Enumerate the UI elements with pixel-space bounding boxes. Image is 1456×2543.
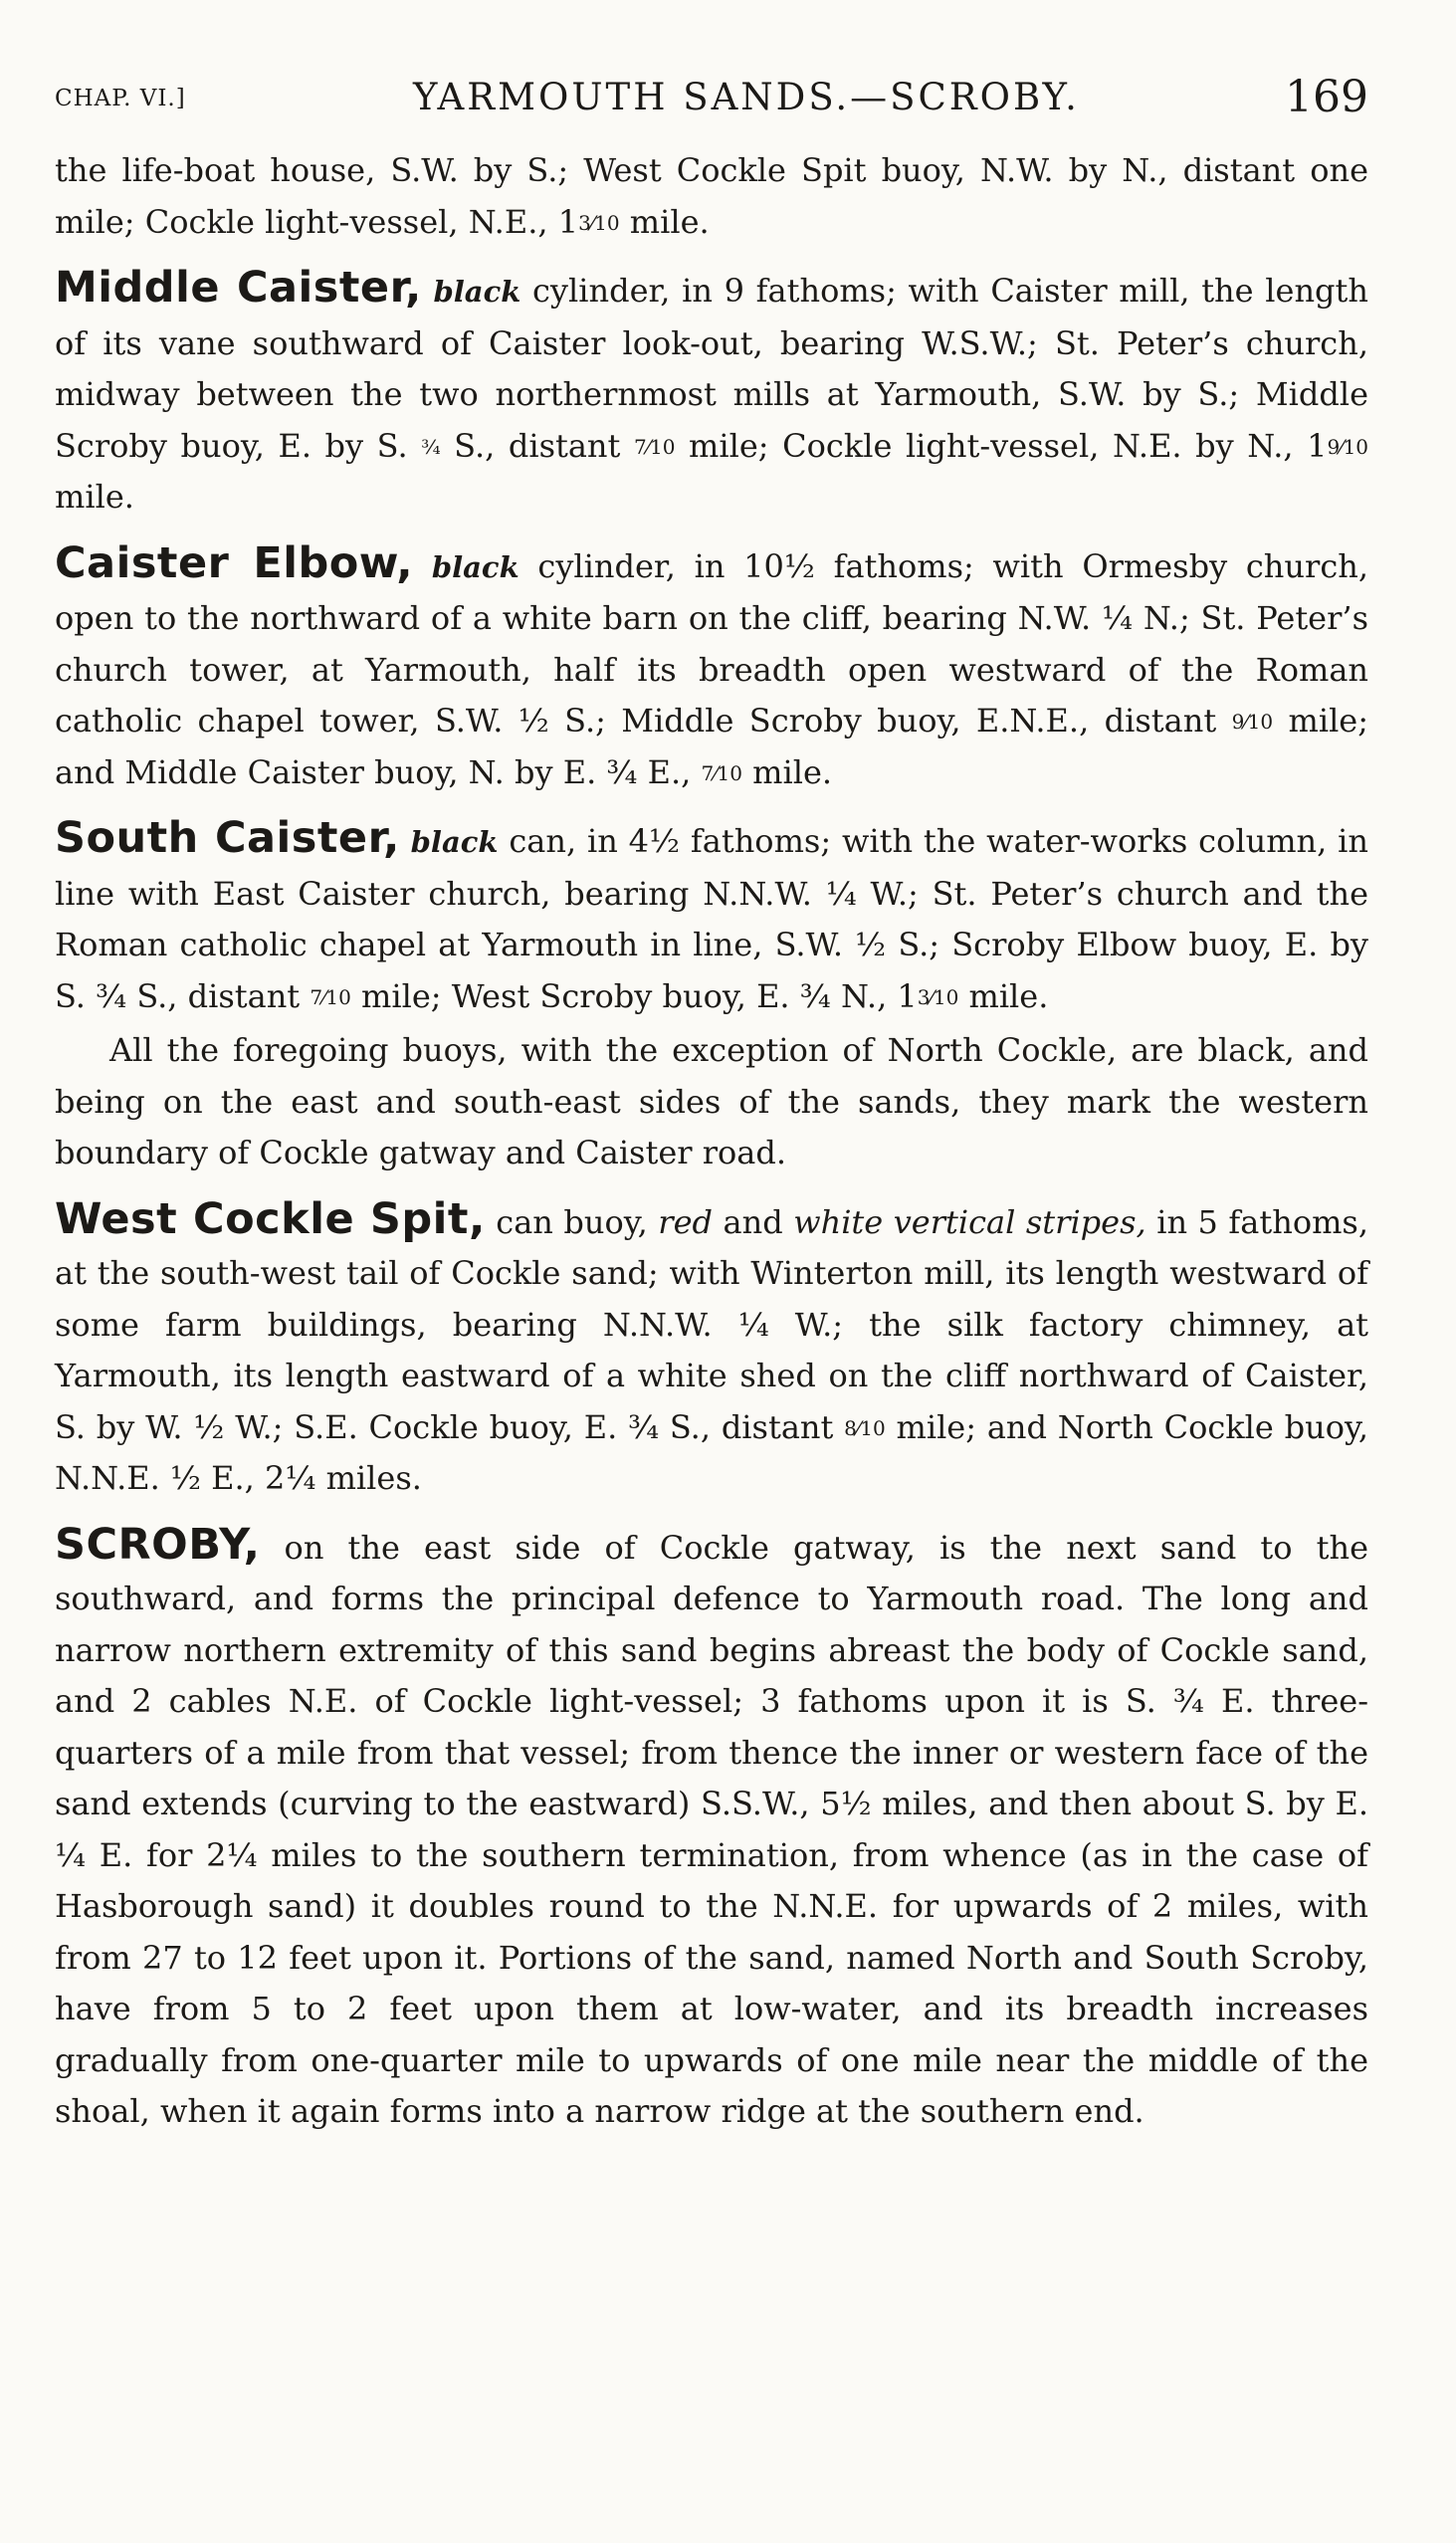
fraction: ¾	[1172, 1682, 1204, 1720]
fraction: ¾	[96, 976, 127, 1015]
page-number: 169	[1285, 72, 1368, 122]
paragraph-scroby: SCROBY, on the east side of Cockle gatway, is the next sand to the southward, and forms the principal defence to Yarmouth road. The long and narrow northern extremity of this sand begins abreast the body of Cockle sand, and 2 cables N.E. of Cockle light-vessel; 3 fathoms upon it is S. ¾ E. three-quarters of a mile from that vessel; from thence the inner or western face of the sand extends (curving to the eastward) S.S.W., 5½ miles, and then about S. by E. ¼ E. for 2¼ miles to the southern termination, from whence (as in the case of Hasborough sand) it doubles round to the N.N.E. for upwards of 2 miles, with from 27 to 12 feet upon it. Portions of the sand, named North and South Scroby, have from 5 to 2 feet upon them at low-water, and its breadth increases gradually from one-quarter mile to upwards of one mile near the middle of the shoal, when it again forms into a narrow ridge at the southern end.	[55, 1519, 1369, 2130]
fraction: ¾	[606, 752, 638, 791]
fraction: ¼	[285, 1459, 316, 1497]
entry-heading: Caister Elbow,	[55, 537, 414, 588]
chapter-label: CHAP. VI.]	[55, 86, 186, 111]
fraction: ¾	[628, 1407, 660, 1446]
paragraph-middle-caister: Middle Caister, black cylinder, in 9 fathoms; with Caister mill, the length of its vane southward of Caister look-out, bearing W.S.W.; St. Peter’s church, midway between the two northernmost mills at Yarmouth, S.W. by S.; Middle Scroby buoy, E. by S. ¾ S., distant 7⁄10 mile; Cockle light-vessel, N.E. by N., 19⁄10 mile.	[55, 263, 1369, 516]
buoy-colour: black	[433, 275, 521, 309]
paragraph-foregoing: All the foregoing buoys, with the exception of North Cockle, are black, and being on the east and south-east sides of the sands, they mark the western boundary of Cockle gatway and Caister road.	[55, 1031, 1368, 1171]
paragraph-caister-elbow: Caister Elbow, black cylinder, in 10½ fathoms; with Ormesby church, open to the northward of a white barn on the cliff, bearing N.W. ¼ N.; St. Peter’s church tower, at Yarmouth, half its breadth open westward of the Roman catholic chapel tower, S.W. ½ S.; Middle Scroby buoy, E.N.E., distant 9⁄10 mile; and Middle Caister buoy, N. by E. ¾ E., 7⁄10 mile.	[55, 537, 1369, 791]
fraction: ¼	[226, 1835, 258, 1874]
fraction: 7⁄10	[701, 760, 742, 785]
fraction: 3⁄10	[578, 210, 620, 235]
fraction: ¼	[55, 1835, 87, 1874]
entry-heading: Middle Caister,	[55, 263, 422, 313]
fraction: ½	[783, 546, 815, 585]
buoy-colour: black	[431, 549, 520, 584]
fraction: 9⁄10	[1327, 434, 1369, 459]
running-head	[55, 72, 1368, 131]
buoy-pattern: white vertical stripes,	[793, 1202, 1146, 1241]
fraction: 7⁄10	[633, 434, 676, 459]
entry-heading: West Cockle Spit,	[55, 1193, 486, 1244]
fraction: ¼	[825, 874, 857, 913]
fraction: ½	[169, 1459, 201, 1497]
paragraph-south-caister: South Caister, black can, in 4½ fathoms; with the water-works column, in line with East Caister church, bearing N.N.W. ¼ W.; St. Peter’s church and the Roman catholic chapel at Yarmouth in line, S.W. ½ S.; Scroby Elbow buoy, E. by S. ¾ S., distant 7⁄10 mile; West Scroby buoy, E. ¾ N., 13⁄10 mile.	[55, 813, 1369, 1015]
paragraph-west-cockle-spit: West Cockle Spit, can buoy, red and white vertical stripes, in 5 fathoms, at the south-west tail of Cockle sand; with Winterton mill, its length westward of some farm buildings, bearing N.N.W. ¼ W.; the silk factory chimney, at Yarmouth, its length eastward of a white shed on the cliff northward of Caister, S. by W. ½ W.; S.E. Cockle buoy, E. ¾ S., distant 8⁄10 mile; and North Cockle buoy, N.N.E. ½ E., 2¼ miles.	[55, 1193, 1369, 1497]
entry-heading: South Caister,	[55, 813, 400, 863]
paragraph-continuation: the life-boat house, S.W. by S.; West Cockle Spit buoy, N.W. by N., distant one mile; Cockle light-vessel, N.E., 13⁄10 mile.	[55, 151, 1368, 241]
page-title: YARMOUTH SANDS.—SCROBY.	[413, 76, 1080, 118]
fraction: ½	[518, 702, 549, 740]
buoy-colour: red	[658, 1202, 713, 1241]
fraction: ½	[855, 926, 887, 963]
fraction: ¼	[737, 1305, 769, 1344]
fraction: 9⁄10	[1231, 710, 1274, 734]
fraction: 7⁄10	[310, 984, 351, 1009]
fraction: ¼	[1102, 599, 1134, 637]
fraction: ½	[840, 1785, 872, 1822]
entry-heading: SCROBY,	[55, 1519, 261, 1570]
body-text	[55, 145, 1368, 2153]
fraction: ½	[649, 822, 681, 860]
buoy-colour: black	[410, 825, 499, 859]
fraction: ¾	[799, 976, 831, 1015]
fraction: ¾	[421, 434, 441, 459]
fraction: ½	[193, 1407, 225, 1446]
fraction: 8⁄10	[844, 1415, 886, 1440]
fraction: 3⁄10	[917, 984, 959, 1009]
